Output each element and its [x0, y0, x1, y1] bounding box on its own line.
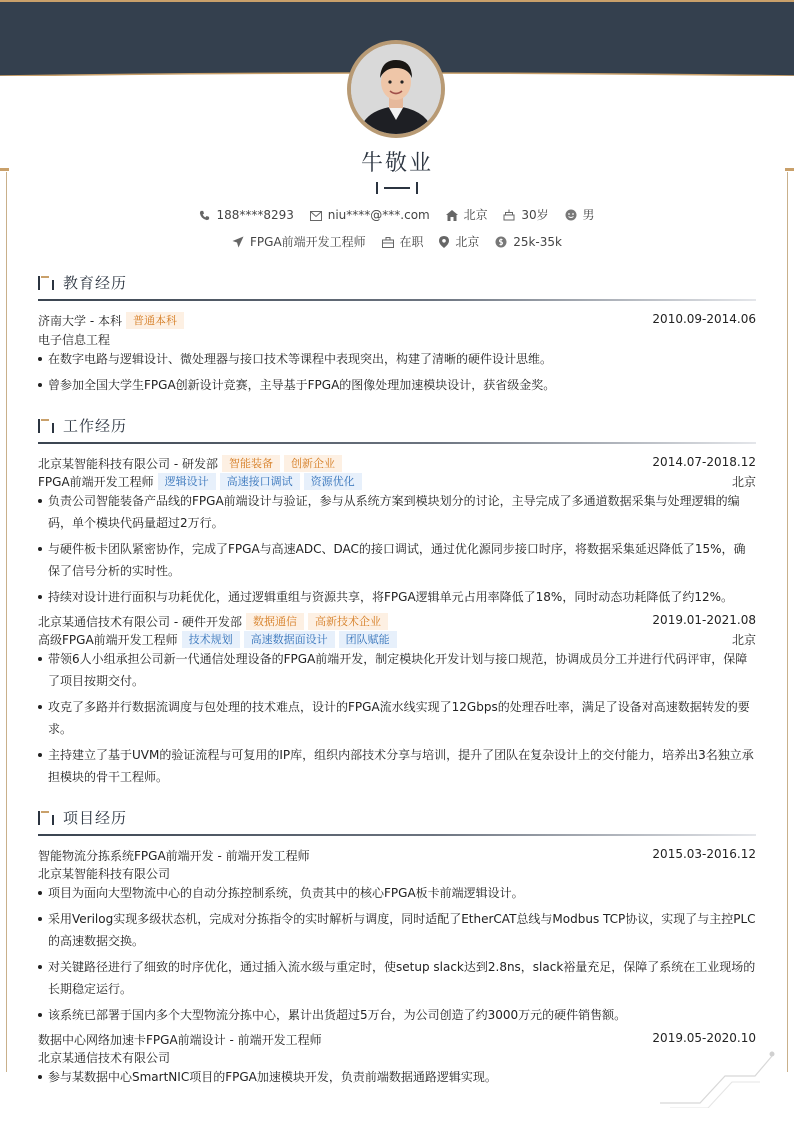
section-title: 教育经历: [63, 274, 128, 292]
side-line-left: [6, 172, 7, 1072]
education-bullet: 在数字电路与逻辑设计、微处理器与接口技术等课程中表现突出，构建了清晰的硬件设计思维。: [38, 348, 756, 370]
city-item: [446, 206, 488, 223]
project-period: 2015.03-2016.12: [652, 847, 756, 861]
company-tag: 高新技术企业: [308, 613, 388, 630]
job-header: [38, 455, 756, 473]
age-item: [503, 206, 548, 223]
company-tag: 数据通信: [246, 613, 304, 630]
section-title: 工作经历: [63, 417, 128, 435]
job-city: 北京: [731, 633, 756, 647]
name-divider: [376, 182, 418, 194]
project-name: 数据中心网络加速卡FPGA前端设计 - 前端开发工程师: [38, 1033, 322, 1047]
education-header: [38, 312, 756, 330]
section-mark: [38, 811, 54, 825]
location-item: [439, 233, 479, 250]
section-mark: [38, 276, 54, 290]
section-mark: [38, 419, 54, 433]
avatar-photo: [351, 44, 441, 134]
location-text: 北京: [455, 235, 480, 249]
job-period: 2019.01-2021.08: [652, 613, 756, 627]
position-tag: 资源优化: [304, 473, 362, 490]
company-tag: 创新企业: [284, 455, 342, 472]
send-icon: [232, 236, 244, 248]
section-education: [38, 272, 756, 300]
company-name: 北京某通信技术有限公司 - 硬件开发部: [38, 615, 242, 629]
project-name: 智能物流分拣系统FPGA前端开发 - 前端开发工程师: [38, 849, 310, 863]
cake-icon: [503, 209, 515, 221]
home-icon: [446, 210, 458, 221]
position-tag: 技术规划: [182, 631, 240, 648]
project-bullet: 对关键路径进行了细致的时序优化，通过插入流水级与重定时，使setup slack达到2.8ns，slack裕量充足，保障了系统在工业现场的长期稳定运行。: [38, 956, 756, 1000]
mail-icon: [310, 211, 322, 221]
project-company: [38, 865, 756, 883]
candidate-name: 牛敬业: [360, 151, 433, 176]
project-bullet: 参与某数据中心SmartNIC项目的FPGA加速模块开发，负责前端数据通路逻辑实现。: [38, 1066, 756, 1088]
gender-text: 男: [582, 208, 595, 222]
job-bullet: 与硬件板卡团队紧密协作，完成了FPGA与高速ADC、DAC的接口调试，通过优化源同步接口时序，将数据采集延迟降低了15%，确保了信号分析的实时性。: [38, 538, 756, 582]
corner-decoration: [660, 1048, 780, 1108]
phone-icon: [199, 210, 210, 221]
job-bullet: 负责公司智能装备产品线的FPGA前端设计与验证，参与从系统方案到模块划分的讨论，主导完成了多通道数据采集与处理逻辑的编码，单个模块代码量超过2万行。: [38, 490, 756, 534]
education-period: 2010.09-2014.06: [652, 312, 756, 326]
job-position: [38, 473, 756, 491]
job-title-item: [232, 233, 366, 250]
project-company: [38, 1049, 756, 1067]
project-company-name: 北京某通信技术有限公司: [38, 1051, 171, 1065]
company-tag: 智能装备: [222, 455, 280, 472]
email-text: niu****@***.com: [327, 207, 430, 222]
job-city: 北京: [731, 475, 756, 489]
job-title-text: FPGA前端开发工程师: [250, 235, 366, 249]
project-bullet: 该系统已部署于国内多个大型物流分拣中心，累计出货超过5万台，为公司创造了约3000万元的硬件销售额。: [38, 1004, 756, 1026]
section-rule: [38, 299, 756, 301]
location-icon: [439, 236, 449, 248]
phone-item: [199, 208, 293, 222]
contact-row: [0, 206, 794, 223]
project-bullet: 项目为面向大型物流中心的自动分拣控制系统，负责其中的核心FPGA板卡前端逻辑设计。: [38, 882, 756, 904]
section-work: [38, 415, 756, 443]
major-name: 电子信息工程: [38, 333, 111, 347]
section-title: 项目经历: [63, 809, 128, 827]
school-tag: 普通本科: [126, 312, 184, 329]
position-name: FPGA前端开发工程师: [38, 475, 154, 489]
status-text: 在职: [399, 235, 424, 249]
position-tag: 高速数据面设计: [244, 631, 335, 648]
job-header: [38, 613, 756, 631]
position-name: 高级FPGA前端开发工程师: [38, 633, 178, 647]
side-line-right: [787, 172, 788, 1072]
job-intent-row: [0, 233, 794, 250]
position-tag: 高速接口调试: [220, 473, 300, 490]
salary-text: 25k-35k: [513, 234, 562, 249]
job-bullet: 带领6人小组承担公司新一代通信处理设备的FPGA前端开发，制定模块化开发计划与接口规范，协调成员分工并进行代码评审，保障了项目按期交付。: [38, 648, 756, 692]
school-name: 济南大学 - 本科: [38, 314, 122, 328]
job-bullet: 持续对设计进行面积与功耗优化，通过逻辑重组与资源共享，将FPGA逻辑单元占用率降低了18%，同时动态功耗降低了约12%。: [38, 586, 756, 608]
company-name: 北京某智能科技有限公司 - 研发部: [38, 457, 218, 471]
gender-item: [565, 206, 595, 223]
section-projects: [38, 807, 756, 835]
avatar: [347, 40, 445, 138]
project-bullet: 采用Verilog实现多级状态机，完成对分拣指令的实时解析与调度，同时适配了EtherCAT总线与Modbus TCP协议，实现了与主控PLC的高速数据交换。: [38, 908, 756, 952]
education-bullet: 曾参加全国大学生FPGA创新设计竞赛，主导基于FPGA的图像处理加速模块设计，获省级金奖。: [38, 374, 756, 396]
project-period: 2019.05-2020.10: [652, 1031, 756, 1045]
project-company-name: 北京某智能科技有限公司: [38, 867, 171, 881]
salary-item: [495, 235, 562, 249]
email-item: [310, 208, 430, 222]
position-tag: 团队赋能: [339, 631, 397, 648]
job-position: [38, 631, 756, 649]
briefcase-icon: [382, 237, 394, 248]
job-period: 2014.07-2018.12: [652, 455, 756, 469]
gender-icon: [565, 209, 577, 221]
project-header: [38, 847, 756, 865]
phone-text: 188****8293: [216, 207, 294, 222]
section-rule: [38, 442, 756, 444]
city-text: 北京: [463, 208, 488, 222]
money-icon: [495, 236, 507, 248]
project-header: [38, 1031, 756, 1049]
job-bullet: 攻克了多路并行数据流调度与包处理的技术难点，设计的FPGA流水线实现了12Gbps的处理吞吐率，满足了设备对高速数据转发的要求。: [38, 696, 756, 740]
education-major: [38, 331, 756, 349]
job-bullet: 主持建立了基于UVM的验证流程与可复用的IP库，组织内部技术分享与培训，提升了团队在复杂设计上的交付能力，培养出3名独立承担模块的骨干工程师。: [38, 744, 756, 788]
status-item: [382, 233, 424, 250]
section-rule: [38, 834, 756, 836]
age-text: 30岁: [521, 208, 549, 222]
position-tag: 逻辑设计: [158, 473, 216, 490]
